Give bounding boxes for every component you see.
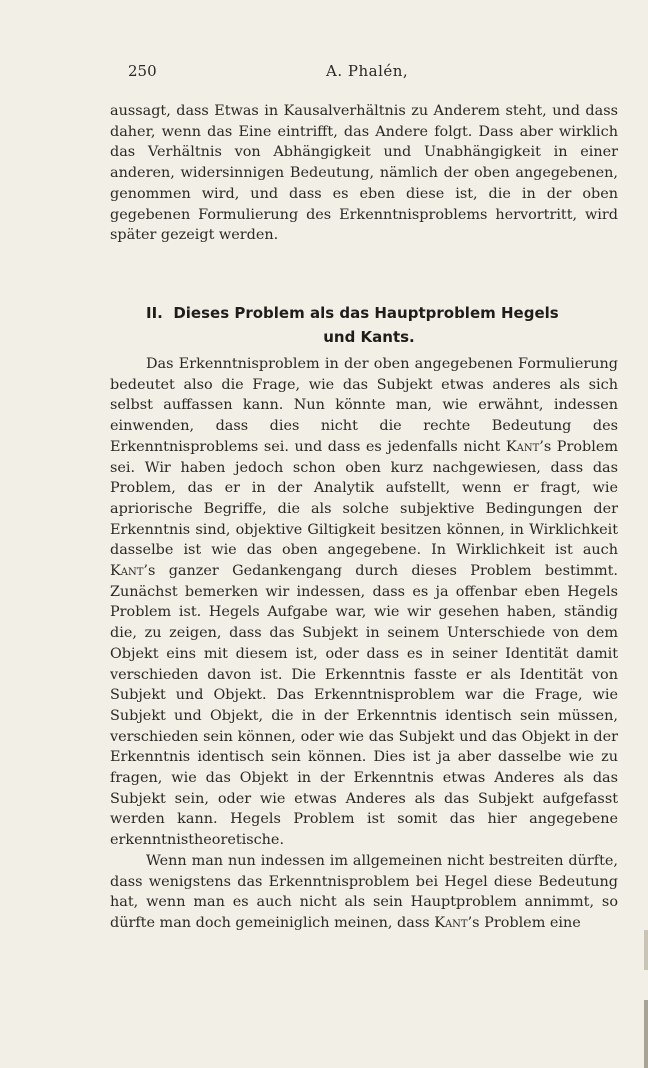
section-heading-line1 (146, 301, 559, 325)
author-name-kant: Kant (505, 438, 540, 455)
body-text (110, 354, 618, 934)
page-number: 250 (128, 62, 157, 80)
paragraph-text: ’s ganzer Gedankengang durch dieses Problem bestimmt. Zunächst bemerken wir indessen, dass es ja offenbar eben Hegels Problem ist. Hegels Aufgabe war, wie wir gesehen haben, ständig die, zu zeigen, dass das Subjekt in seinem Unterschiede von dem Objekt eins mit diesem ist, oder dass es in seiner Identität damit verschieden davon ist. Die Erkenntnis fasste er als Identität von Subjekt und Objekt. Das Erkenntnisproblem war die Frage, wie Subjekt und Objekt, die in der Erkenntnis identisch sein müssen, verschieden sein können, oder wie das Subjekt und das Objekt in der Erkenntnis identisch sein können. Dies ist ja aber dasselbe wie zu fragen, wie das Objekt in der Erkenntnis etwas Anderes als das Subjekt sein, oder wie etwas Anderes als das Subjekt aufgefasst werden kann. Hegels Problem ist somit das hier angegebene erkenntnistheoretische. (110, 563, 618, 849)
running-head: A. Phalén, (326, 62, 409, 80)
page-header (128, 62, 520, 86)
section-number: II. (146, 304, 163, 322)
paragraph-text: ’s Problem eine (467, 914, 581, 931)
author-name-kant: Kant (110, 563, 144, 580)
section-title: Dieses Problem als das Hauptproblem Hegels (173, 304, 559, 322)
author-name-kant: Kant (434, 914, 468, 931)
continuation-text: aussagt, dass Etwas in Kausalverhältnis zu Anderem steht, und dass daher, wenn das Eine eintrifft, das Andere folgt. Dass aber wirklich das Verhältnis von Abhängigkeit und Unabhängigkeit in einer anderen, widersinnigen Bedeutung, nämlich der oben angegebenen, genommen wird, und dass es eben diese ist, die in der oben gegebenen Formulierung des Erkenntnisproblems hervortritt, wird später gezeigt werden. (110, 103, 618, 244)
continuation-paragraph (110, 101, 618, 246)
page-edge-shadow (644, 1000, 648, 1068)
paragraph (110, 851, 618, 934)
paragraph (110, 354, 618, 851)
section-title-line2: und Kants. (323, 328, 415, 346)
paragraph-text: Wenn man nun indessen im allgemeinen nicht bestreiten dürfte, dass wenigstens das Erkenntnisproblem bei Hegel diese Bedeutung hat, wenn man es auch nicht als sein Hauptproblem annimmt, so dürfte man doch gemeiniglich meinen, dass (110, 852, 618, 931)
page-edge-shadow (644, 930, 648, 970)
paragraph-text: Das Erkenntnisproblem in der oben angegebenen Formulierung bedeutet also die Frage, wie das Subjekt etwas anderes als sich selbst auffassen kann. Nun könnte man, wie erwähnt, indessen einwenden, dass dies nicht die rechte Bedeutung des Erkenntnisproblems sei. und dass es jedenfalls nicht (110, 356, 618, 455)
paragraph-text: ’s Problem sei. Wir haben jedoch schon oben kurz nachgewiesen, dass das Problem, das er in der Analytik aufstellt, wenn er fragt, wie apriorische Begriffe, die als solche subjektive Bedingungen der Erkenntnis sind, objektive Giltigkeit besitzen können, in Wirklichkeit dasselbe ist wie das oben angegebene. In Wirklichkeit ist auch (110, 438, 618, 559)
